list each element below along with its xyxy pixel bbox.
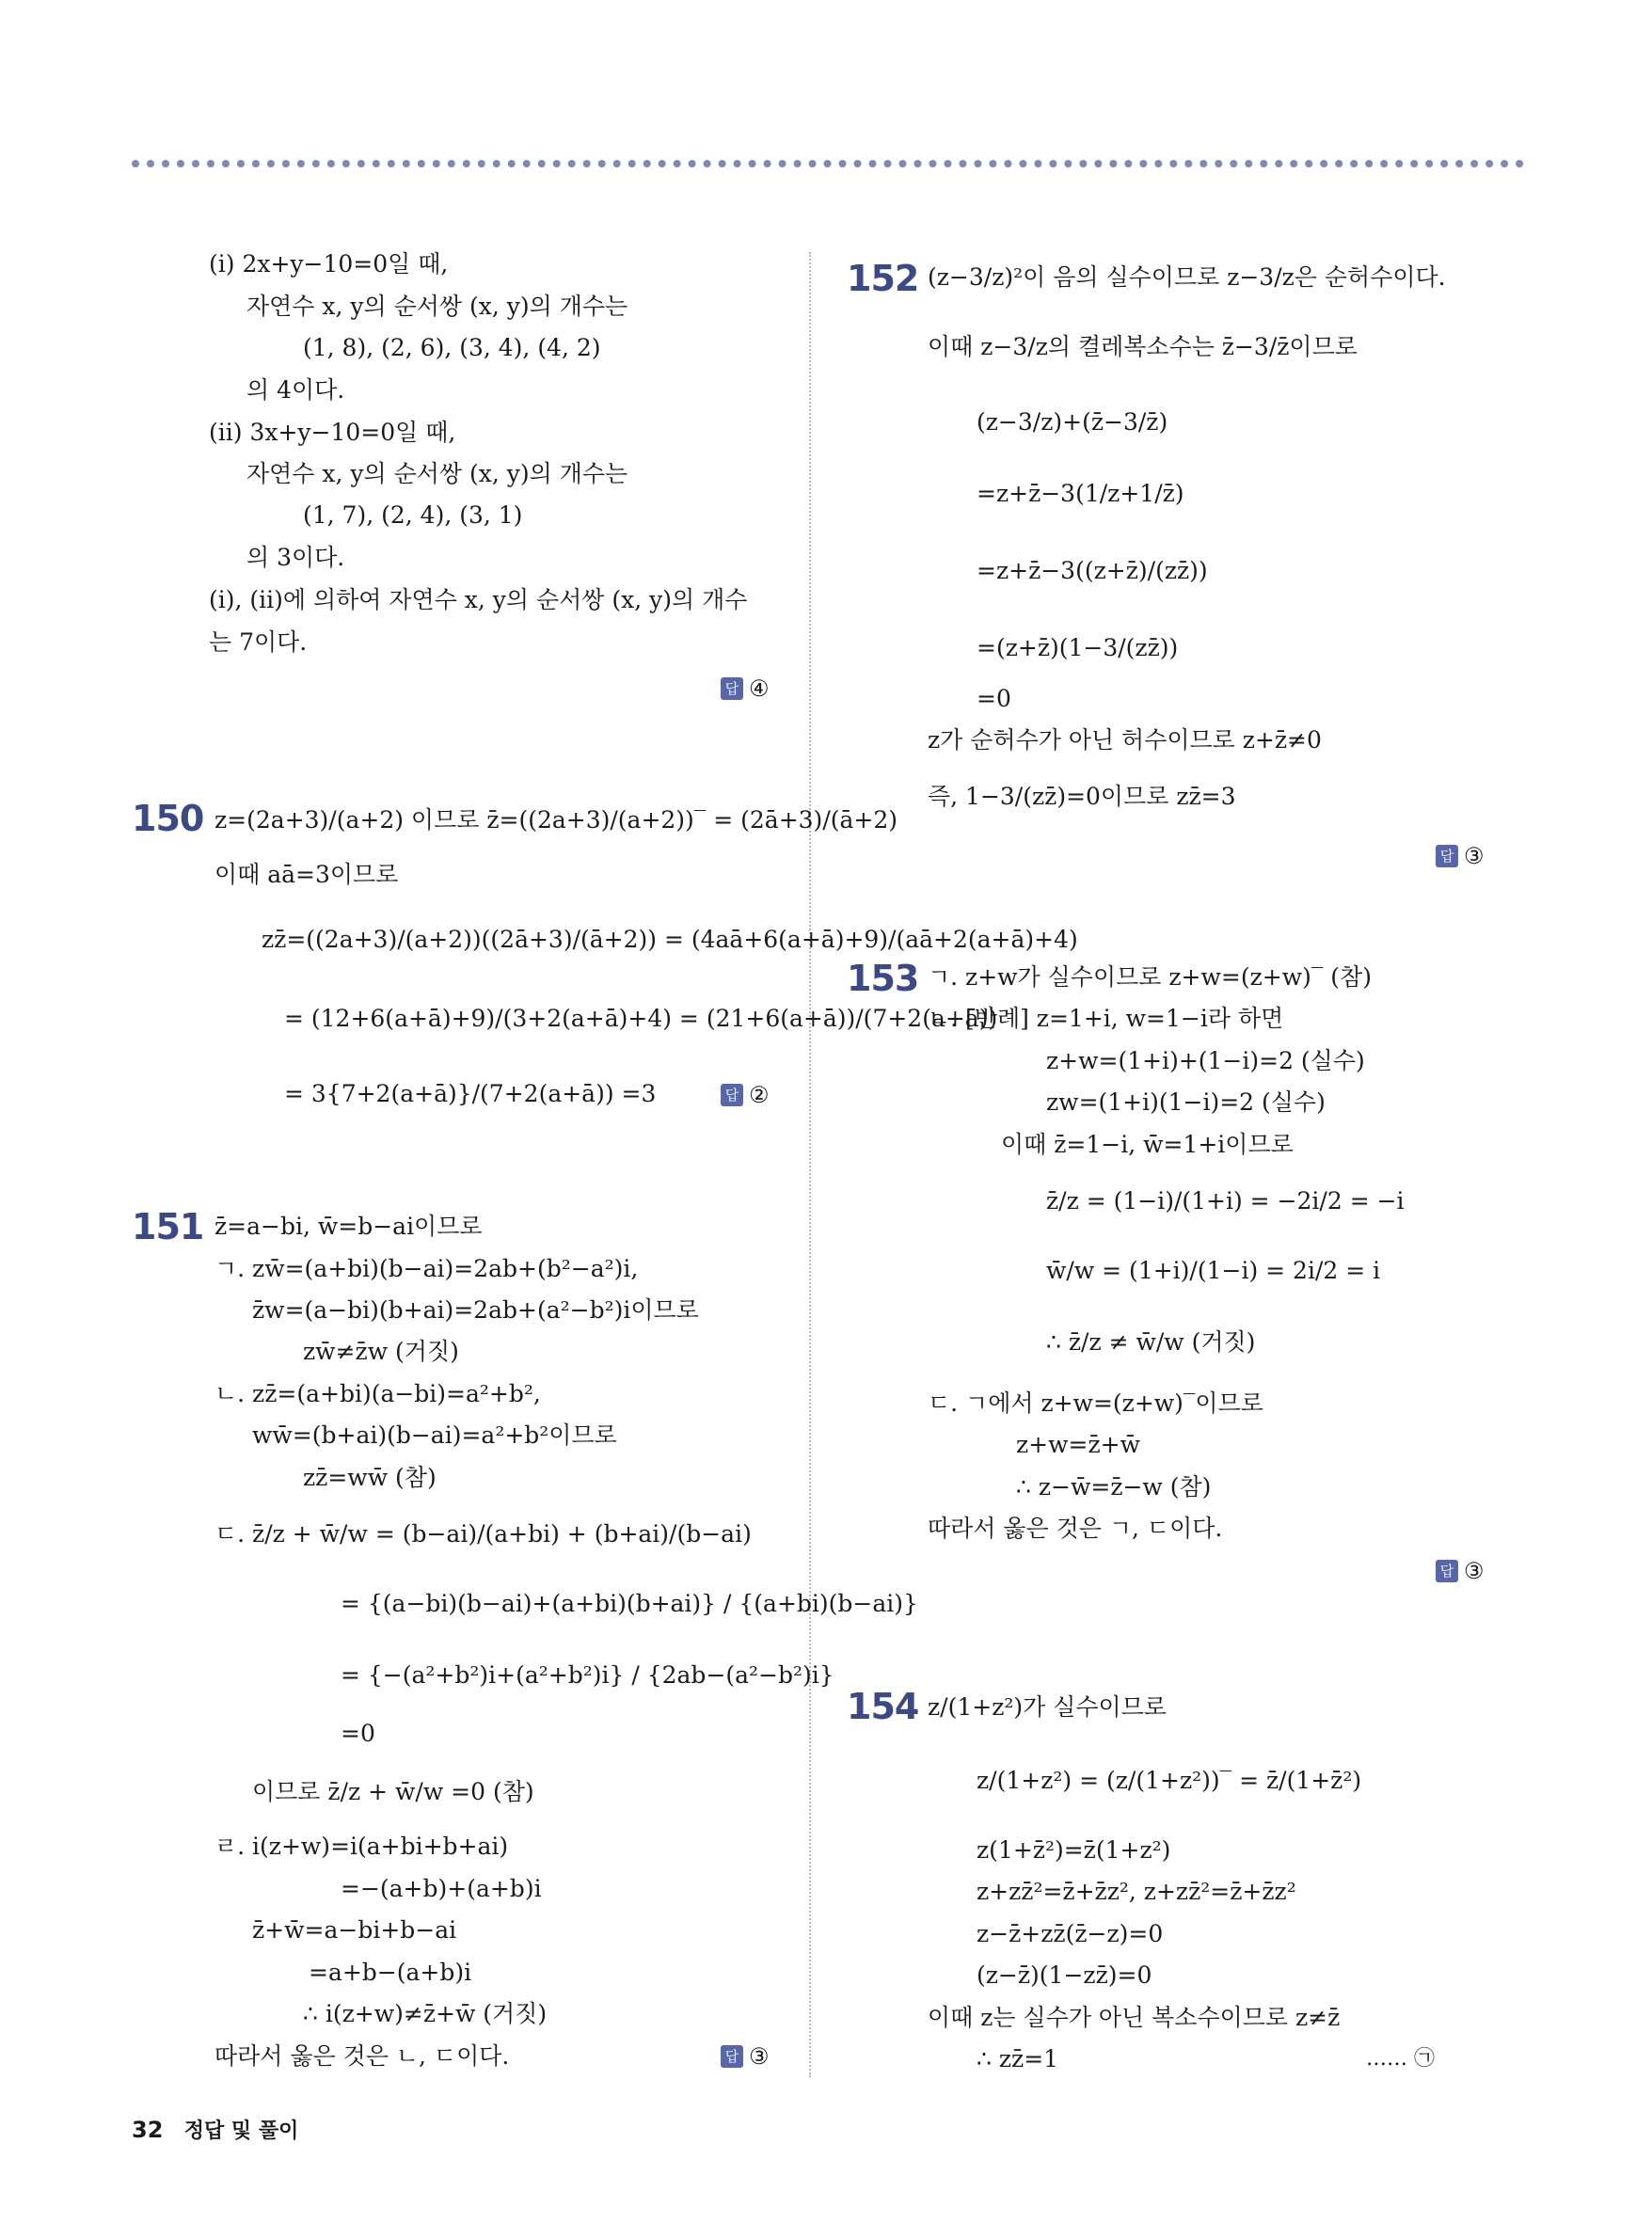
problem-number: 153: [847, 958, 919, 999]
solution-line: ㄱ. z+w가 실수이므로 z+w=(z+w)‾ (참): [928, 963, 1372, 991]
answer-tag: 답: [721, 677, 743, 700]
solution-line: 이때 z는 실수가 아닌 복소수이므로 z≠z̄: [928, 2004, 1341, 2031]
solution-line: z̄=a−bi, w̄=b−ai이므로: [214, 1213, 483, 1240]
solution-line: z−z̄+zz̄(z̄−z)=0: [977, 1920, 1164, 1947]
section-title: 정답 및 풀이: [183, 2120, 299, 2143]
solution-line: ∴ z−w̄=z̄−w (참): [1016, 1473, 1212, 1501]
solution-line: (1, 7), (2, 4), (3, 1): [303, 501, 523, 529]
problem-number: 152: [847, 258, 919, 299]
solution-line: ㄷ. ㄱ에서 z+w=(z+w)‾이므로: [928, 1389, 1263, 1417]
solution-line: ㄴ. zz̄=(a+bi)(a−bi)=a²+b²,: [214, 1380, 541, 1407]
problem-number: 154: [847, 1686, 919, 1727]
solution-line: = (12+6(a+ā)+9)/(3+2(a+ā)+4) = (21+6(a+ā))/(7+2(a+ā)): [284, 1005, 998, 1032]
page-footer: [132, 2115, 298, 2144]
answer-tag: 답: [721, 1084, 743, 1106]
solution-line: ∴ z̄/z ≠ w̄/w (거짓): [1046, 1328, 1256, 1356]
solution-line: z=(2a+3)/(a+2) 이므로 z̄=((2a+3)/(a+2))‾ = (2ā+3)/(ā+2): [214, 806, 898, 834]
solution-line: ㄹ. i(z+w)=i(a+bi+b+ai): [214, 1833, 509, 1860]
solution-line: 따라서 옳은 것은 ㄴ, ㄷ이다.: [214, 2042, 510, 2070]
solution-line: =−(a+b)+(a+b)i: [341, 1875, 542, 1902]
solution-line: ww̄=(b+ai)(b−ai)=a²+b²이므로: [252, 1421, 617, 1449]
solution-line: z+w=(1+i)+(1−i)=2 (실수): [1046, 1047, 1365, 1074]
solution-line: =0: [977, 685, 1011, 712]
solution-line: ∴ zz̄=1: [977, 2045, 1059, 2072]
solution-line: z+w=z̄+w̄: [1016, 1431, 1140, 1458]
solution-line: (ⅱ) 3x+y−10=0일 때,: [209, 419, 456, 446]
top-dotted-rule: [132, 160, 1524, 167]
solution-line: zz̄=ww̄ (참): [303, 1464, 437, 1491]
solution-line: =a+b−(a+b)i: [309, 1959, 472, 1986]
solution-line: ∴ i(z+w)≠z̄+w̄ (거짓): [303, 2000, 548, 2027]
solution-line: 이때 aā=3이므로: [214, 861, 399, 888]
solution-line: (z−3/z)+(z̄−3/z̄): [977, 408, 1168, 436]
solution-line: (1, 8), (2, 6), (3, 4), (4, 2): [303, 334, 601, 361]
problem-number: 151: [132, 1206, 204, 1247]
solution-line: 의 3이다.: [246, 544, 345, 571]
answer-choice: ④: [749, 675, 770, 702]
solution-line: = {−(a²+b²)i+(a²+b²)i} / {2ab−(a²−b²)i}: [341, 1661, 834, 1689]
column-divider: [809, 252, 811, 2077]
problem-number: 150: [132, 798, 204, 839]
answer-choice: ③: [1464, 1558, 1485, 1584]
solution-line: 의 4이다.: [246, 376, 345, 404]
answer-choice: ③: [749, 2043, 770, 2070]
solution-line: ㄴ. [반례] z=1+i, w=1−i라 하면: [928, 1005, 1284, 1032]
solution-line: z가 순허수가 아닌 허수이므로 z+z̄≠0: [928, 726, 1322, 754]
solution-line: 자연수 x, y의 순서쌍 (x, y)의 개수는: [246, 293, 628, 320]
equation-marker: …… ㉠: [1366, 2047, 1435, 2071]
solution-line: w̄/w = (1+i)/(1−i) = 2i/2 = i: [1046, 1257, 1381, 1284]
solution-line: z̄w=(a−bi)(b+ai)=2ab+(a²−b²)i이므로: [252, 1296, 699, 1324]
solution-line: z/(1+z²) = (z/(1+z²))‾ = z̄/(1+z̄²): [977, 1767, 1362, 1794]
solution-line: zw̄≠z̄w (거짓): [303, 1338, 459, 1365]
solution-line: 이때 z̄=1−i, w̄=1+i이므로: [1001, 1131, 1294, 1158]
solution-line: =0: [341, 1720, 375, 1747]
solution-line: ㄷ. z̄/z + w̄/w = (b−ai)/(a+bi) + (b+ai)/(b−ai): [214, 1520, 752, 1548]
answer-box: [721, 1082, 770, 1108]
solution-line: =z+z̄−3(1/z+1/z̄): [977, 480, 1184, 507]
answer-choice: ②: [749, 1082, 770, 1108]
solution-line: ㄱ. zw̄=(a+bi)(b−ai)=2ab+(b²−a²)i,: [214, 1255, 639, 1282]
solution-line: 이때 z−3/z의 켤레복소수는 z̄−3/z̄이므로: [928, 333, 1358, 360]
solution-line: =z+z̄−3((z+z̄)/(zz̄)): [977, 557, 1208, 584]
answer-tag: 답: [1436, 1560, 1458, 1582]
solution-line: 이므로 z̄/z + w̄/w =0 (참): [252, 1778, 534, 1805]
answer-box: [721, 675, 770, 702]
solution-line: 자연수 x, y의 순서쌍 (x, y)의 개수는: [246, 460, 628, 487]
solution-line: 는 7이다.: [209, 628, 308, 656]
answer-box: [1436, 1558, 1485, 1584]
answer-tag: 답: [721, 2045, 743, 2068]
solution-line: (z−3/z)²이 음의 실수이므로 z−3/z은 순허수이다.: [928, 263, 1446, 291]
solution-line: (ⅰ), (ⅱ)에 의하여 자연수 x, y의 순서쌍 (x, y)의 개수: [209, 586, 748, 613]
answer-tag: 답: [1436, 845, 1458, 867]
answer-choice: ③: [1464, 843, 1485, 869]
solution-line: 즉, 1−3/(zz̄)=0이므로 zz̄=3: [928, 783, 1236, 810]
solution-line: zz̄=((2a+3)/(a+2))((2ā+3)/(ā+2)) = (4aā+6(a+ā)+9)/(aā+2(a+ā)+4): [262, 926, 1078, 953]
solution-line: = 3{7+2(a+ā)}/(7+2(a+ā)) =3: [284, 1080, 657, 1107]
solution-line: (ⅰ) 2x+y−10=0일 때,: [209, 250, 449, 278]
solution-line: =(z+z̄)(1−3/(zz̄)): [977, 634, 1179, 661]
solution-line: z̄+w̄=a−bi+b−ai: [252, 1916, 457, 1944]
solution-line: z(1+z̄²)=z̄(1+z²): [977, 1836, 1171, 1864]
page-number: 32: [132, 2117, 164, 2143]
solution-line: zw=(1+i)(1−i)=2 (실수): [1046, 1088, 1326, 1116]
solution-line: z̄/z = (1−i)/(1+i) = −2i/2 = −i: [1046, 1187, 1405, 1215]
solution-line: z+zz̄²=z̄+z̄z², z+zz̄²=z̄+z̄z²: [977, 1878, 1296, 1905]
solution-line: z/(1+z²)가 실수이므로: [928, 1693, 1167, 1721]
solution-line: (z−z̄)(1−zz̄)=0: [977, 1961, 1152, 1989]
solution-line: 따라서 옳은 것은 ㄱ, ㄷ이다.: [928, 1515, 1223, 1542]
answer-box: [1436, 843, 1485, 869]
answer-box: [721, 2043, 770, 2070]
solution-line: = {(a−bi)(b−ai)+(a+bi)(b+ai)} / {(a+bi)(b−ai)}: [341, 1590, 918, 1617]
